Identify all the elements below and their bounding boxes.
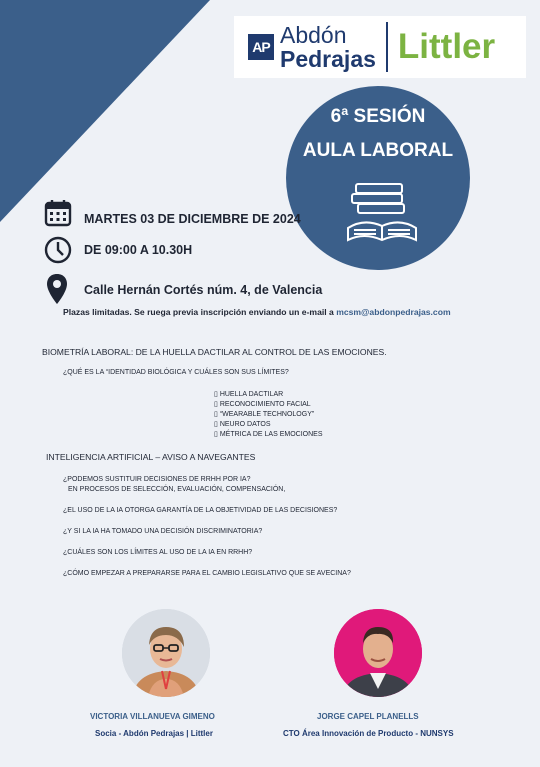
speaker2-name: JORGE CAPEL PLANELLS [317, 712, 419, 721]
speaker2-photo [334, 609, 422, 697]
speaker2-role: CTO Área Innovación de Producto - NUNSYS [283, 729, 454, 738]
topic1-bullet: ▯ NEURO DATOS [214, 421, 271, 428]
topic2-title: INTELIGENCIA ARTIFICIAL – AVISO A NAVEGANTES [46, 452, 256, 462]
contact-email[interactable]: mcsm@abdonpedrajas.com [336, 307, 451, 317]
session-number: 6ª SESIÓN [330, 106, 426, 127]
topic2-question: ¿CÓMO EMPEZAR A PREPARARSE PARA EL CAMBIO LEGISLATIVO QUE SE AVECINA? [63, 570, 351, 577]
topic2-question-detail: EN PROCESOS DE SELECCIÓN, EVALUACIÓN, COMPENSACIÓN, [68, 486, 286, 493]
topic1-bullet: ▯ MÉTRICA DE LAS EMOCIONES [214, 431, 323, 438]
topic1-bullet: ▯ “WEARABLE TECHNOLOGY” [214, 411, 315, 418]
event-date: MARTES 03 DE DICIEMBRE DE 2024 [84, 212, 301, 226]
speaker1-photo [122, 609, 210, 697]
books-icon [344, 178, 420, 246]
session-badge [286, 86, 470, 270]
calendar-icon [44, 199, 72, 227]
clock-icon [44, 236, 72, 264]
registration-note [63, 307, 451, 317]
abdon-pedrajas-logo-mark: AP [248, 34, 274, 60]
event-address: Calle Hernán Cortés núm. 4, de Valencia [84, 283, 323, 297]
abdon-pedrajas-logo [280, 23, 376, 71]
logo-divider [386, 22, 388, 72]
abdon-logo-line1: Abdón [280, 22, 347, 48]
session-title: AULA LABORAL [302, 140, 454, 161]
topic1-title: BIOMETRÍA LABORAL: DE LA HUELLA DACTILAR AL CONTROL DE LAS EMOCIONES. [42, 347, 387, 357]
event-time: DE 09:00 A 10.30H [84, 243, 193, 257]
littler-logo: Littler [397, 27, 496, 66]
abdon-logo-line2: Pedrajas [280, 46, 376, 72]
speaker1-name: VICTORIA VILLANUEVA GIMENO [90, 712, 215, 721]
topic2-question: ¿PODEMOS SUSTITUIR DECISIONES DE RRHH POR IA? [63, 476, 251, 483]
location-pin-icon [46, 273, 68, 305]
topic2-question: ¿EL USO DE LA IA OTORGA GARANTÍA DE LA OBJETIVIDAD DE LAS DECISIONES? [63, 507, 338, 514]
logo-banner [234, 16, 526, 78]
topic1-bullet: ▯ RECONOCIMIENTO FACIAL [214, 401, 311, 408]
topic1-bullet: ▯ HUELLA DACTILAR [214, 391, 284, 398]
speaker1-role: Socia - Abdón Pedrajas | Littler [95, 729, 213, 738]
topic1-question: ¿QUÉ ES LA “IDENTIDAD BIOLÓGICA Y CUÁLES SON SUS LÍMITES? [63, 369, 289, 376]
corner-triangle [0, 0, 210, 222]
topic2-question: ¿Y SI LA IA HA TOMADO UNA DECISIÓN DISCRIMINATORIA? [63, 528, 263, 535]
registration-text: Plazas limitadas. Se ruega previa inscripción enviando un e-mail a [63, 307, 334, 317]
topic2-question: ¿CUÁLES SON LOS LÍMITES AL USO DE LA IA EN RRHH? [63, 549, 253, 556]
